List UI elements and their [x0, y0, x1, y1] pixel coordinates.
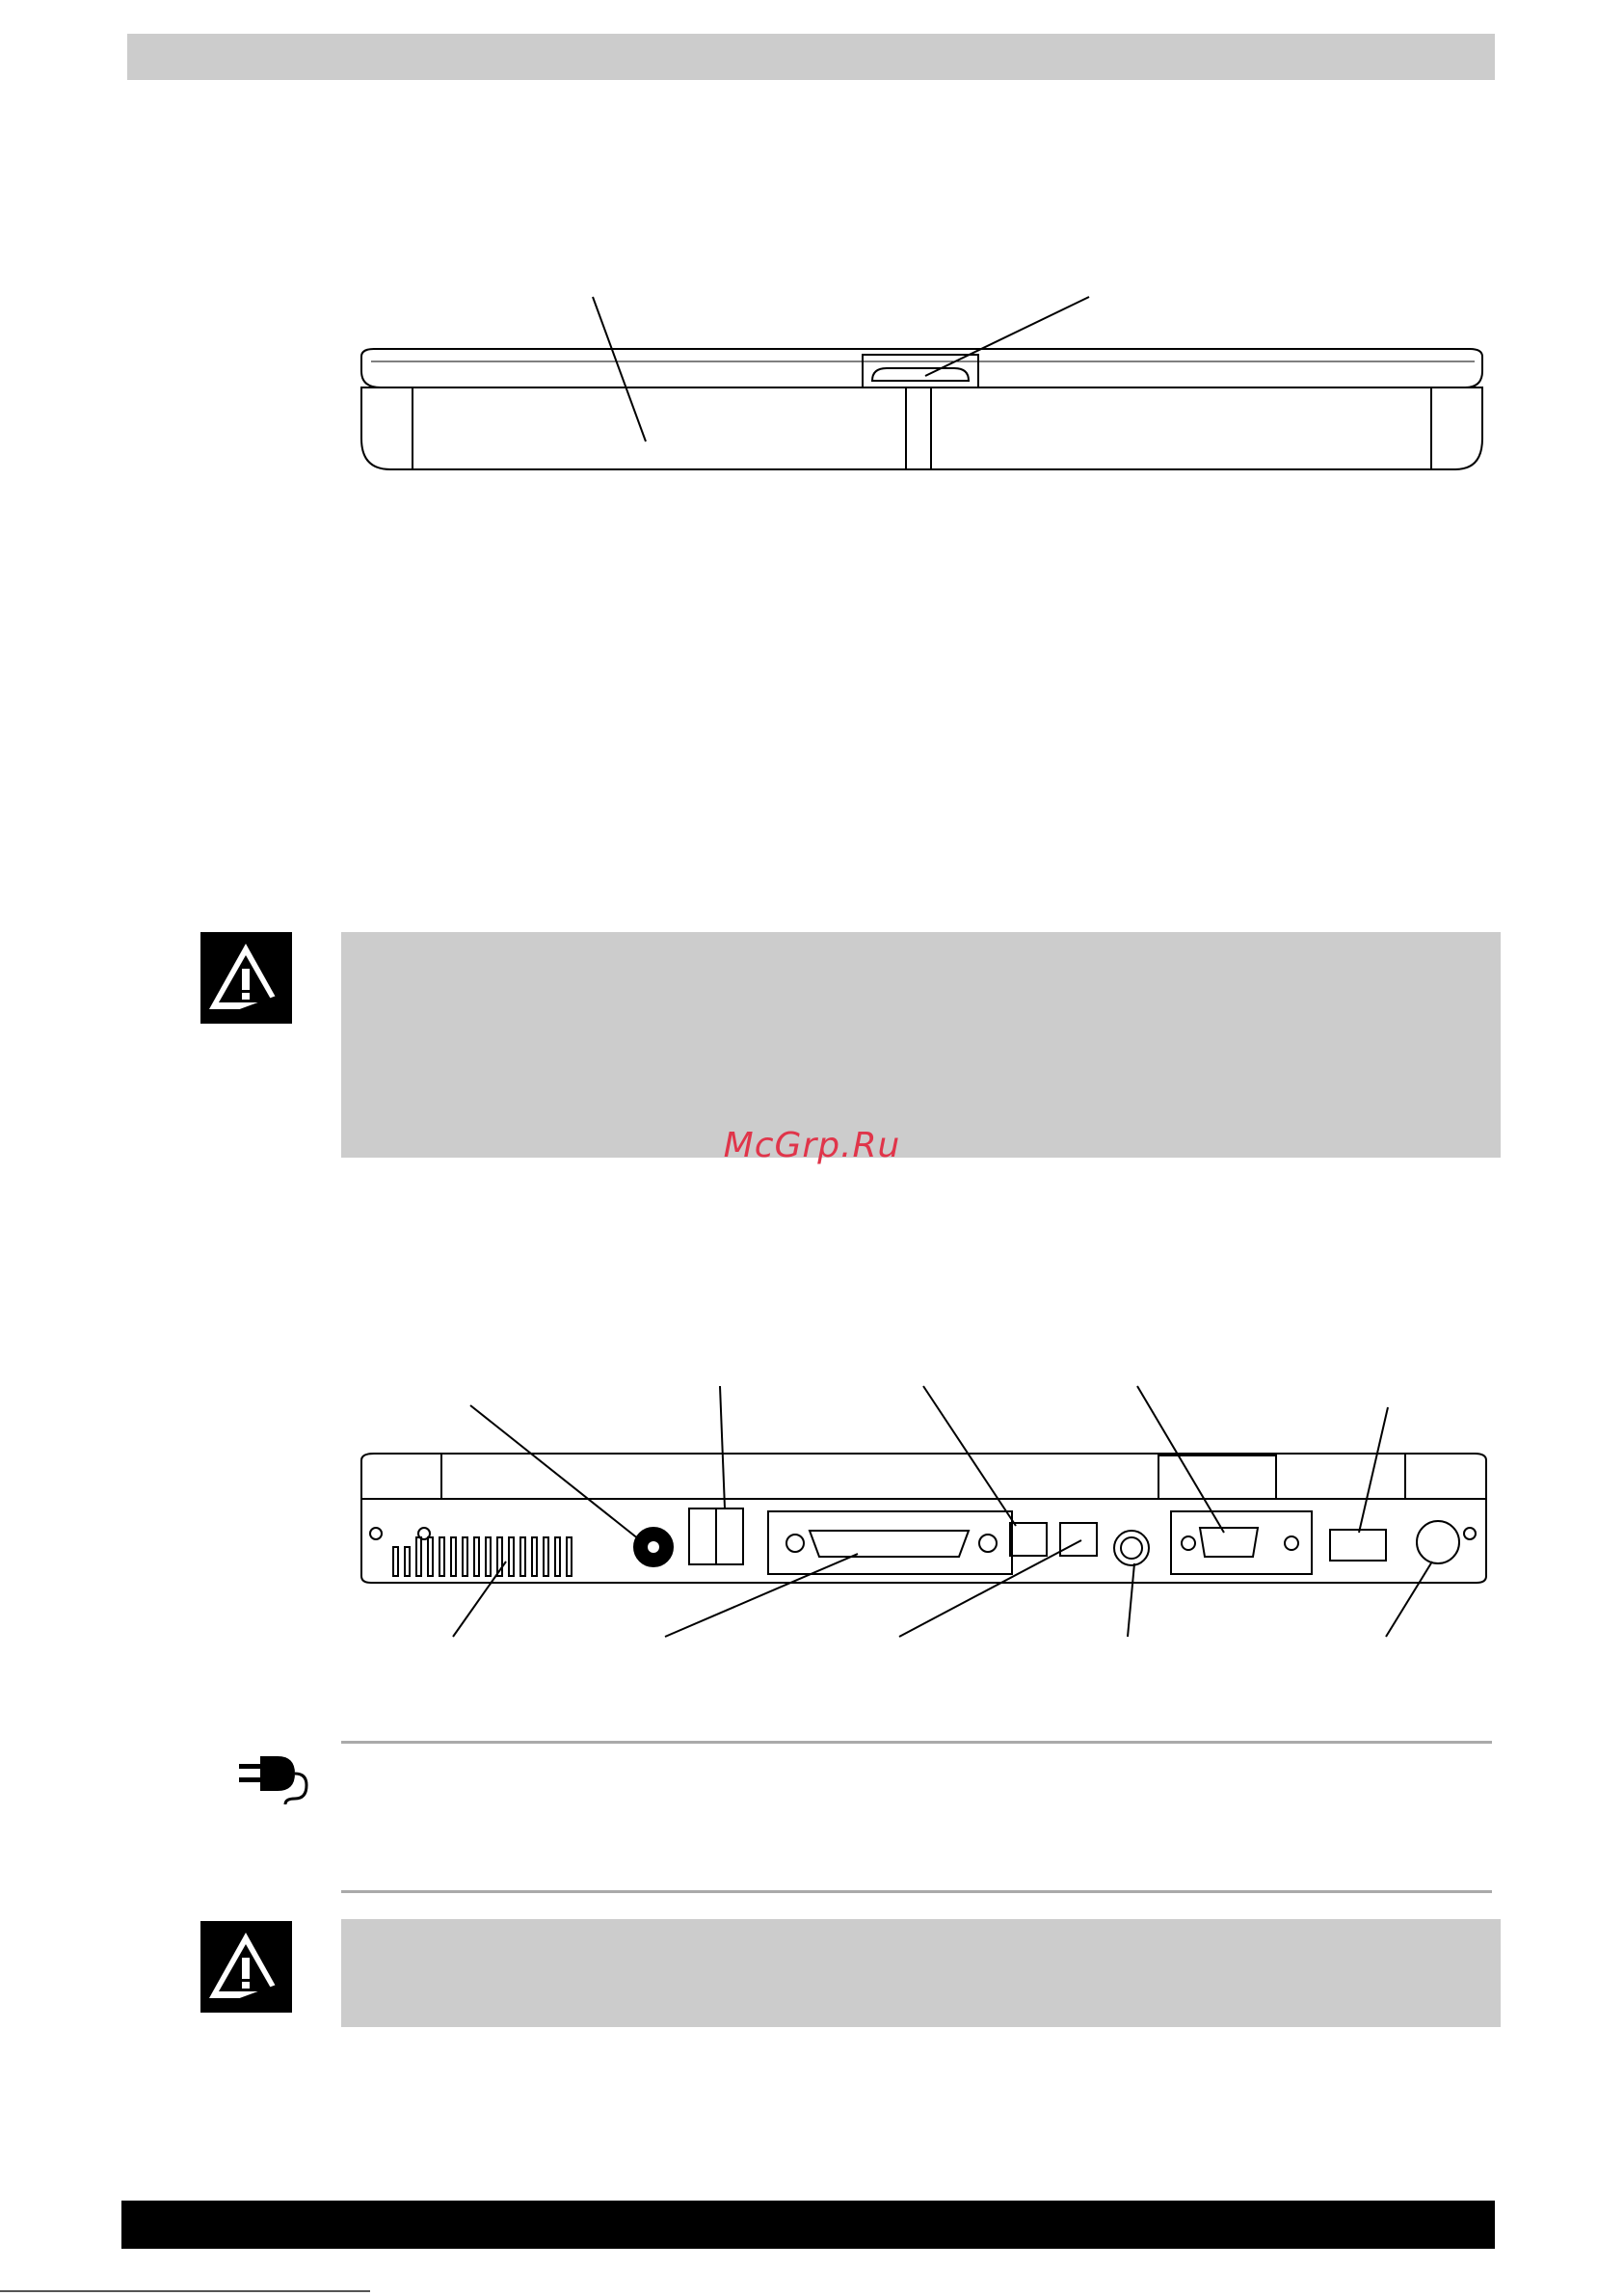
callout-line [1386, 1562, 1432, 1637]
header-bar [127, 34, 1495, 80]
callout-line [1359, 1407, 1388, 1533]
battery-pack [361, 387, 1482, 469]
caution-triangle-icon [200, 932, 292, 1024]
caution-box [341, 1919, 1501, 2027]
infrared-port [1330, 1530, 1386, 1561]
bottom-rule [0, 2290, 370, 2292]
callout-line [1128, 1563, 1134, 1637]
callout-line [923, 1386, 1016, 1526]
power-plug-icon [239, 1754, 326, 1807]
s-video-port [1114, 1531, 1149, 1565]
usb-port [689, 1508, 716, 1564]
front-view-illustration [347, 280, 1504, 492]
callout-line [470, 1405, 644, 1543]
callout-line [665, 1554, 858, 1637]
caution-box [341, 932, 1501, 1158]
note-divider-top [341, 1741, 1492, 1744]
parallel-port [810, 1531, 969, 1557]
display-lid [361, 1454, 1486, 1499]
lan-jack [1060, 1523, 1097, 1556]
cooling-vents [393, 1537, 572, 1576]
security-lock-slot [1417, 1521, 1459, 1563]
usb-port [716, 1508, 743, 1564]
callout-line [720, 1386, 725, 1508]
note-divider-bottom [341, 1890, 1492, 1893]
watermark-text: McGrp.Ru [723, 1126, 901, 1165]
modem-jack [1010, 1523, 1047, 1556]
external-monitor-port [1200, 1528, 1258, 1557]
callout-line [899, 1540, 1081, 1637]
footer-bar [121, 2201, 1495, 2249]
back-view-illustration [347, 1369, 1504, 1648]
callout-line [925, 297, 1089, 376]
callout-line [593, 297, 646, 441]
caution-triangle-icon [200, 1921, 292, 2013]
